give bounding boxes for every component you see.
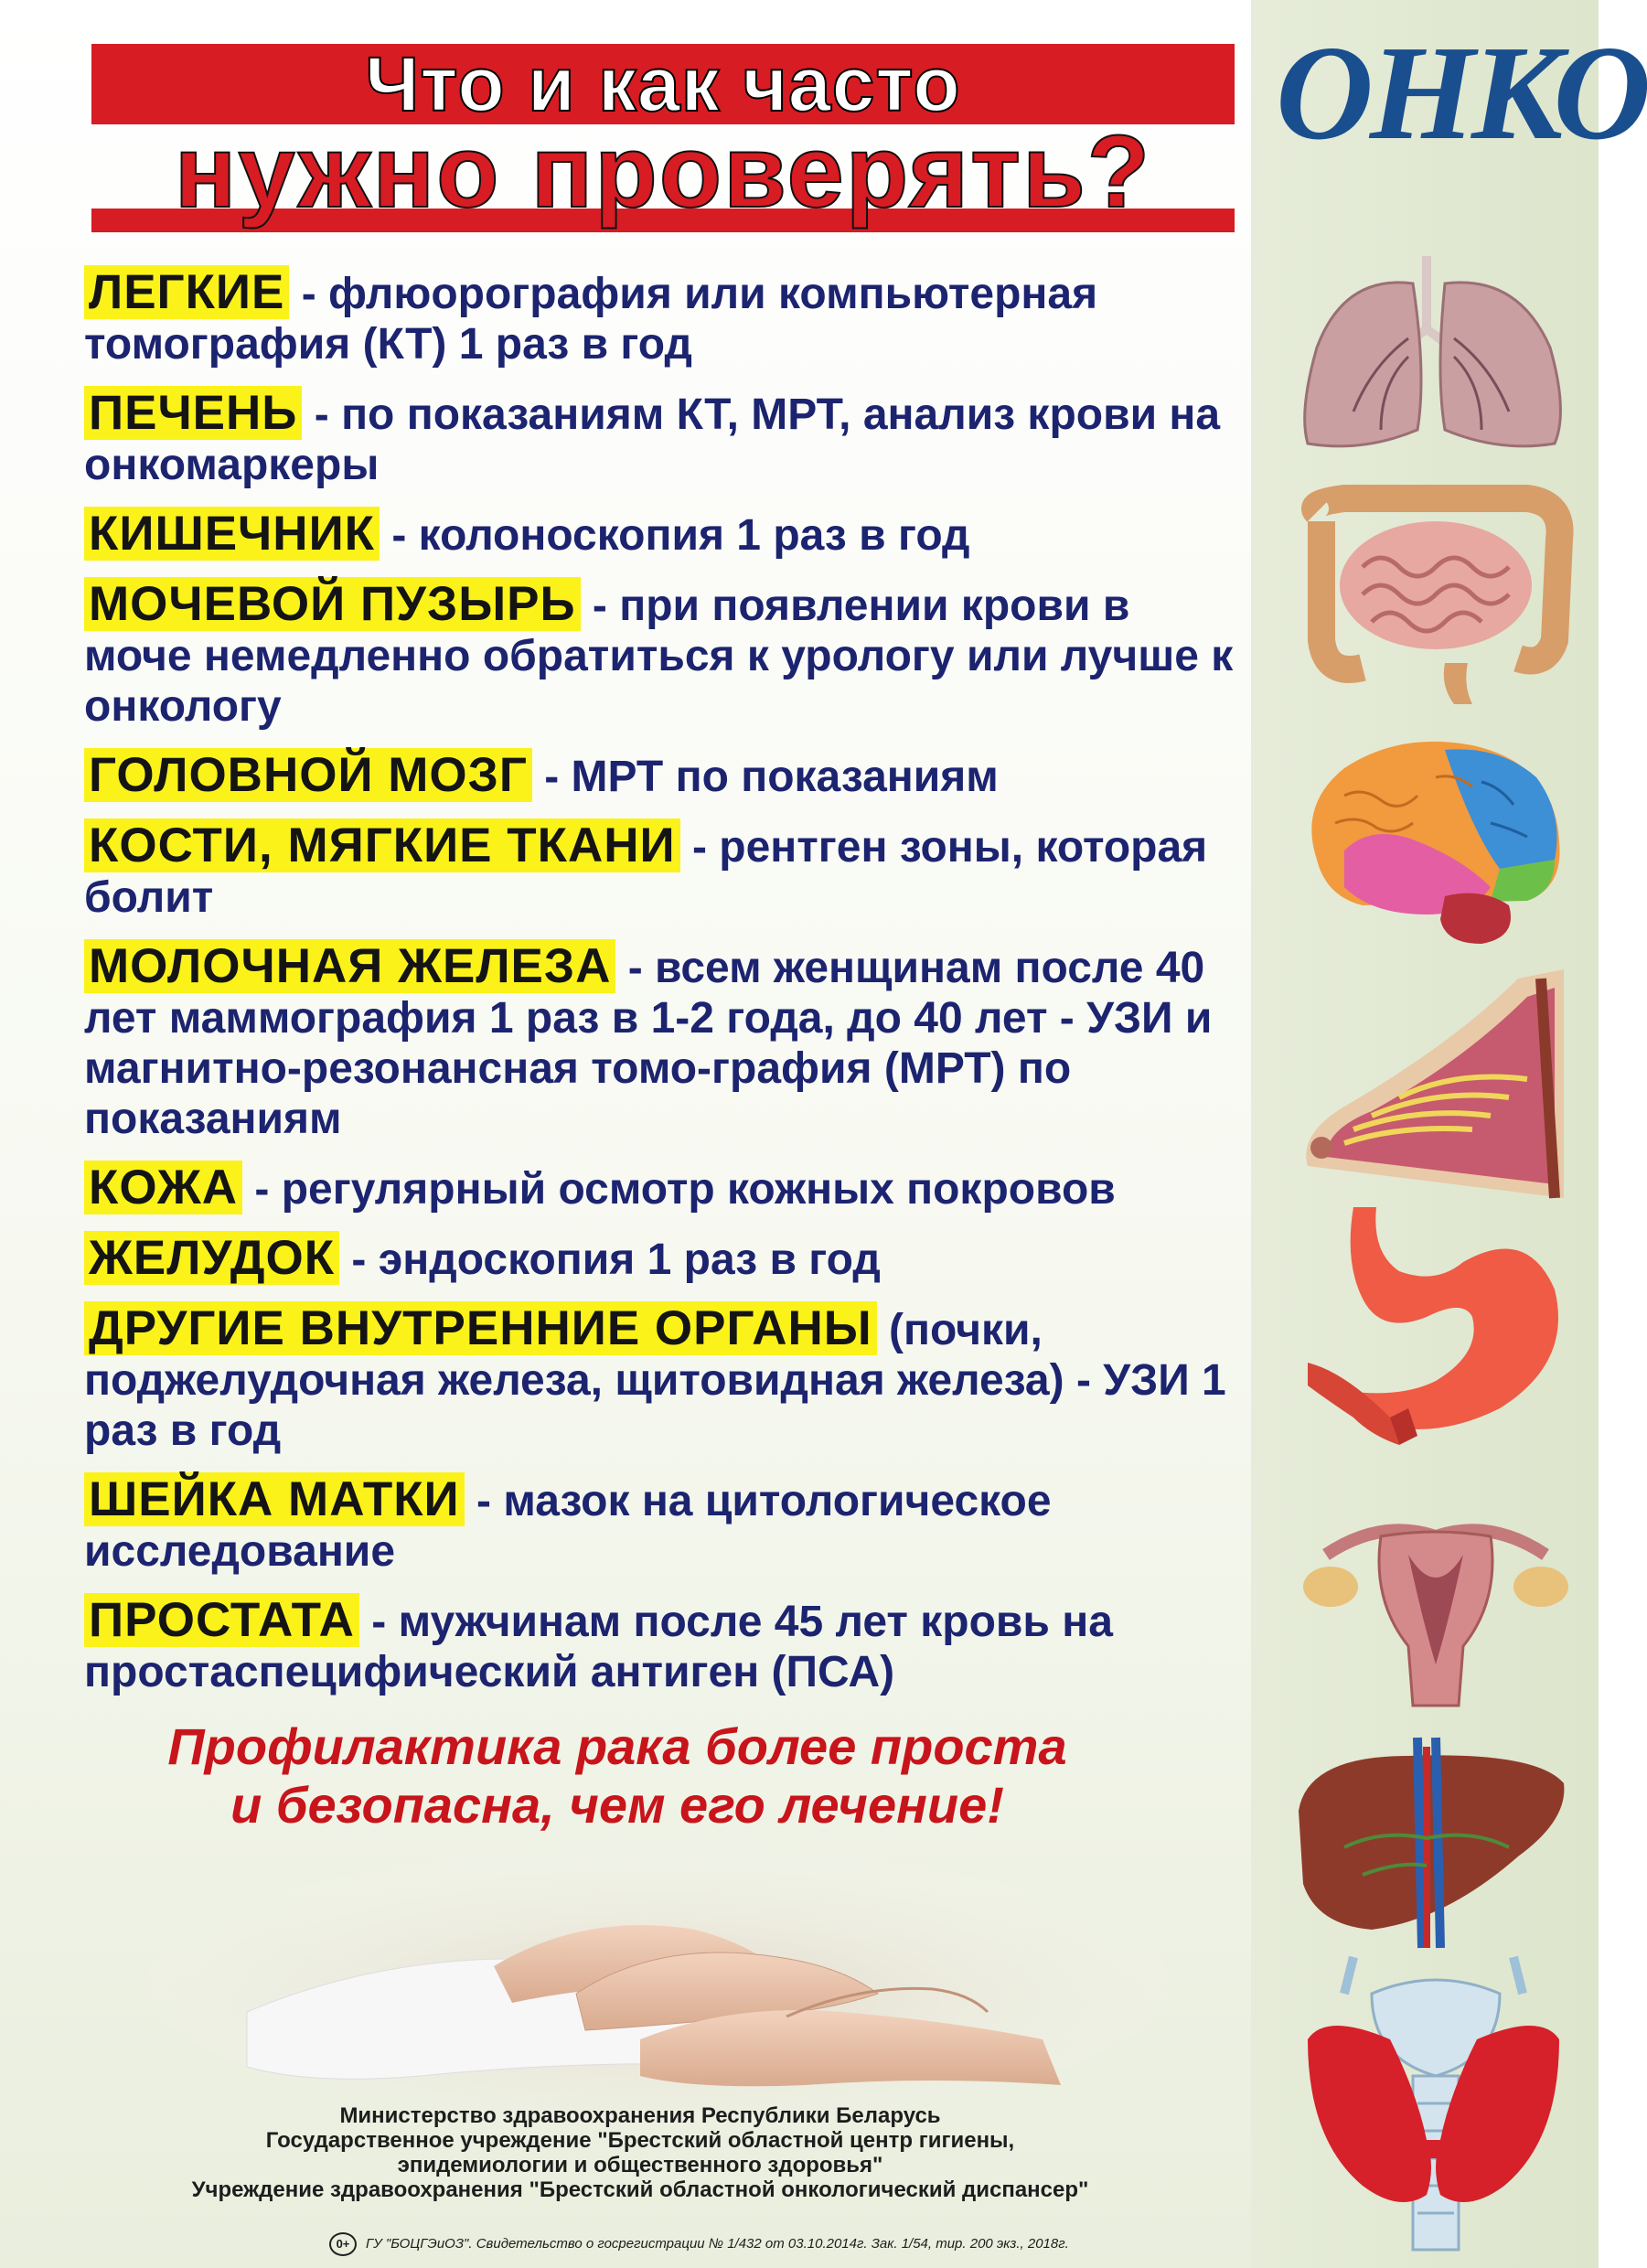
lungs-icon [1289,247,1577,457]
item-key: ПРОСТАТА [84,1593,359,1647]
thyroid-icon [1289,1957,1577,2259]
brand-logo: ОНКО [1276,18,1647,168]
footer-line-2: Государственное учреждение "Брестский областной центр гигиены, [265,2128,1015,2153]
certificate-line [329,2232,1097,2256]
list-item [84,750,1246,802]
list-item [84,508,1246,561]
footer-line-1: Министерство здравоохранения Республики Беларусь [339,2103,941,2128]
intestine-icon [1289,485,1577,713]
title-line-1: Что и как часто [365,41,961,127]
hands-photo [146,1829,1198,2113]
item-text: - рентген зоны, которая болит [84,823,1208,922]
list-item [84,1303,1246,1456]
footer [128,2103,1152,2202]
checkup-list [84,267,1246,1716]
footer-line-3: эпидемиологии и общественного здоровья" [397,2153,883,2177]
item-text: - мужчинам после 45 лет кровь на простаспецифический антиген (ПСА) [84,1598,1113,1696]
brain-icon [1289,732,1577,951]
liver-icon [1289,1738,1577,1948]
list-item [84,1595,1246,1697]
breast-icon [1289,969,1577,1198]
item-key: ШЕЙКА МАТКИ [84,1472,465,1526]
item-text: - флюорография или компьютерная томография (КТ) 1 раз в год [84,270,1098,369]
item-key: ПЕЧЕНЬ [84,386,302,440]
item-text: - по показаниям КТ, МРТ, анализ крови на онкомаркеры [84,390,1221,489]
item-key: МОЧЕВОЙ ПУЗЫРЬ [84,577,581,631]
list-item [84,388,1246,490]
list-item [84,820,1246,923]
item-text: - колоноскопия 1 раз в год [380,511,970,560]
item-text: - мазок на цитологическое исследование [84,1477,1052,1576]
list-item [84,1162,1246,1214]
list-item [84,579,1246,732]
slogan-line-2: и безопасна, чем его лечение! [230,1776,1004,1834]
item-text: - при появлении крови в моче немедленно обратиться к урологу или лучше к онкологу [84,582,1234,731]
item-key: ГОЛОВНОЙ МОЗГ [84,748,532,802]
uterus-icon [1289,1500,1577,1710]
title-line-2: нужно проверять? [174,114,1152,229]
item-text: (почки, поджелудочная железа, щитовидная железа) - УЗИ 1 раз в год [84,1306,1226,1455]
slogan [110,1717,1125,1835]
item-key: КОСТИ, МЯГКИЕ ТКАНИ [84,818,680,872]
item-key: ЛЕГКИЕ [84,265,289,319]
footer-line-4: Учреждение здравоохранения "Брестский областной онкологический диспансер" [191,2177,1089,2202]
list-item [84,1474,1246,1577]
item-text: - всем женщинам после 40 лет маммография 1 раз в 1-2 года, до 40 лет - УЗИ и магнитно-резонансная томо-графия (МРТ) по показаниям [84,944,1213,1143]
item-key: ЖЕЛУДОК [84,1231,339,1285]
age-rating-badge: 0+ [329,2232,357,2256]
stomach-icon [1289,1207,1577,1454]
list-item [84,1233,1246,1285]
item-key: КИШЕЧНИК [84,507,380,561]
item-text: - МРТ по показаниям [531,753,999,801]
item-key: ДРУГИЕ ВНУТРЕННИЕ ОРГАНЫ [84,1301,877,1355]
item-key: КОЖА [84,1161,242,1214]
list-item [84,267,1246,369]
list-item [84,941,1246,1144]
item-key: МОЛОЧНАЯ ЖЕЛЕЗА [84,939,615,993]
item-text: - регулярный осмотр кожных покровов [242,1165,1116,1214]
certificate-text: ГУ "БОЦГЭиОЗ". Свидетельство о госрегистрации № 1/432 от 03.10.2014г. Зак. 1/54, тир. 200 экз., 2018г. [366,2236,1069,2252]
slogan-line-1: Профилактика рака более проста [167,1717,1067,1775]
item-text: - эндоскопия 1 раз в год [339,1236,881,1284]
